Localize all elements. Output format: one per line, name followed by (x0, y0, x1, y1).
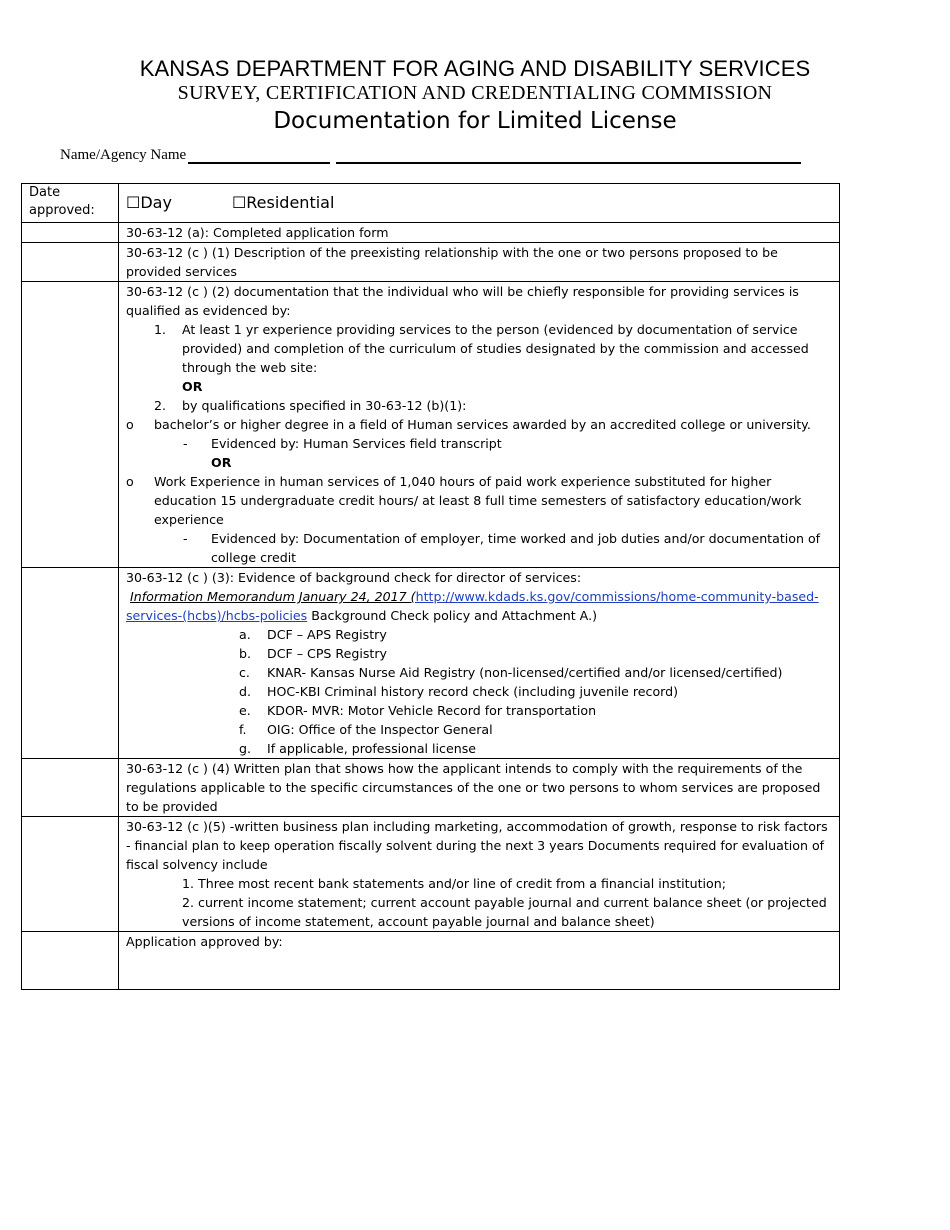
commission-title: SURVEY, CERTIFICATION AND CREDENTIALING COMMISSION (177, 82, 773, 104)
dash-bullet-icon: - (183, 436, 188, 451)
list-text: If applicable, professional license (267, 741, 477, 756)
or-separator: OR (182, 379, 203, 394)
requirement-background-check (119, 568, 840, 759)
date-cell[interactable] (22, 223, 119, 243)
date-cell[interactable] (22, 932, 119, 990)
list-letter: f. (239, 722, 247, 737)
list-number: 2. (154, 398, 167, 413)
document-title: Documentation for Limited License (273, 108, 677, 134)
agency-name-blank-1[interactable] (188, 147, 330, 164)
list-item (126, 682, 833, 701)
requirement-written-plan: 30-63-12 (c ) (4) Written plan that shows how the applicant intends to comply with the requirements of the regulations applicable to the specific circumstances of the one or two persons to whom services are proposed to be provided (119, 759, 840, 817)
application-approved-by[interactable]: Application approved by: (119, 932, 840, 990)
list-text: Work Experience in human services of 1,040 hours of paid work experience substituted for higher education 15 undergraduate credit hours/ at least 8 full time semesters of satisfactory education/work experience (154, 474, 802, 527)
date-cell[interactable] (22, 759, 119, 817)
list-item: 1. Three most recent bank statements and/or line of credit from a financial institution; (182, 876, 726, 891)
agency-name-blank-2[interactable] (336, 147, 801, 164)
list-item (126, 434, 833, 453)
table-row (22, 282, 840, 568)
table-row (22, 817, 840, 932)
list-letter: g. (239, 741, 251, 756)
list-letter: c. (239, 665, 250, 680)
qualifications-intro: 30-63-12 (c ) (2) documentation that the individual who will be chiefly responsible for providing services is qualified as evidenced by: (126, 284, 799, 318)
list-text: KNAR- Kansas Nurse Aid Registry (non-licensed/certified and/or licensed/certified) (267, 665, 783, 680)
circle-bullet-icon: o (126, 474, 134, 489)
requirement-qualifications (119, 282, 840, 568)
checkbox-icon: ☐ (126, 193, 141, 212)
list-text: DCF – APS Registry (267, 627, 387, 642)
list-letter: b. (239, 646, 251, 661)
list-item (126, 529, 833, 567)
agency-name-label: Name/Agency Name (60, 147, 187, 163)
requirement-relationship: 30-63-12 (c ) (1) Description of the preexisting relationship with the one or two persons proposed to be provided services (119, 243, 840, 282)
agency-name-row (60, 147, 820, 164)
table-row (22, 568, 840, 759)
list-number: 1. (154, 322, 167, 337)
list-item (126, 625, 833, 644)
residential-label: Residential (246, 193, 335, 212)
list-letter: e. (239, 703, 251, 718)
list-text: OIG: Office of the Inspector General (267, 722, 493, 737)
day-label: Day (140, 193, 172, 212)
kdads-policy-link[interactable]: http://www.kdads.ks.gov/commissions/home-community-based-services-(hcbs)/hcbs-policies (126, 589, 819, 623)
memo-title: Information Memorandum January 24, 2017 ( (130, 589, 416, 604)
list-item (126, 320, 833, 377)
list-text: Evidenced by: Documentation of employer, time worked and job duties and/or documentation of college credit (211, 531, 821, 565)
memo-reference (126, 587, 833, 625)
list-text: At least 1 yr experience providing services to the person (evidenced by documentation of service provided) and completion of the curriculum of studies designated by the commission and accessed through the web site: (182, 322, 809, 375)
memo-suffix: Background Check policy and Attachment A.) (307, 608, 597, 623)
list-item (126, 396, 833, 415)
residential-checkbox[interactable] (232, 184, 334, 222)
requirement-business-plan (119, 817, 840, 932)
table-row (22, 223, 840, 243)
table-row (22, 243, 840, 282)
list-text: Evidenced by: Human Services field transcript (211, 436, 502, 451)
date-approved-label: Date approved: (22, 184, 119, 223)
table-row (22, 759, 840, 817)
list-text: DCF – CPS Registry (267, 646, 387, 661)
table-row-header (22, 184, 840, 223)
circle-bullet-icon: o (126, 417, 134, 432)
day-checkbox[interactable] (126, 184, 172, 222)
requirement-application-form: 30-63-12 (a): Completed application form (119, 223, 840, 243)
business-plan-intro: 30-63-12 (c )(5) -written business plan including marketing, accommodation of growth, response to risk factors - financial plan to keep operation fiscally solvent during the next 3 years Documents required for evaluation of fiscal solvency include (126, 819, 828, 872)
list-item (126, 472, 833, 529)
list-letter: a. (239, 627, 251, 642)
checkbox-icon: ☐ (231, 193, 247, 212)
list-item (126, 663, 833, 682)
or-separator: OR (211, 455, 232, 470)
license-checklist-table (21, 183, 840, 990)
agency-title: KANSAS DEPARTMENT FOR AGING AND DISABILITY SERVICES (139, 56, 811, 81)
list-item (126, 720, 833, 739)
list-item: 2. current income statement; current account payable journal and current balance sheet (or projected versions of income statement, account payable journal and balance sheet) (182, 895, 827, 929)
list-item (126, 415, 833, 434)
list-item (126, 701, 833, 720)
list-text: KDOR- MVR: Motor Vehicle Record for transportation (267, 703, 597, 718)
background-check-intro: 30-63-12 (c ) (3): Evidence of background check for director of services: (126, 570, 582, 585)
dash-bullet-icon: - (183, 531, 188, 546)
table-row (22, 932, 840, 990)
date-cell[interactable] (22, 568, 119, 759)
list-item (126, 644, 833, 663)
service-type-cell (119, 184, 840, 223)
date-cell[interactable] (22, 243, 119, 282)
list-text: bachelor’s or higher degree in a field of Human services awarded by an accredited college or university. (154, 417, 811, 432)
list-item (126, 739, 833, 758)
list-text: HOC-KBI Criminal history record check (including juvenile record) (267, 684, 679, 699)
date-cell[interactable] (22, 282, 119, 568)
date-cell[interactable] (22, 817, 119, 932)
list-letter: d. (239, 684, 251, 699)
list-text: by qualifications specified in 30-63-12 (b)(1): (182, 398, 467, 413)
